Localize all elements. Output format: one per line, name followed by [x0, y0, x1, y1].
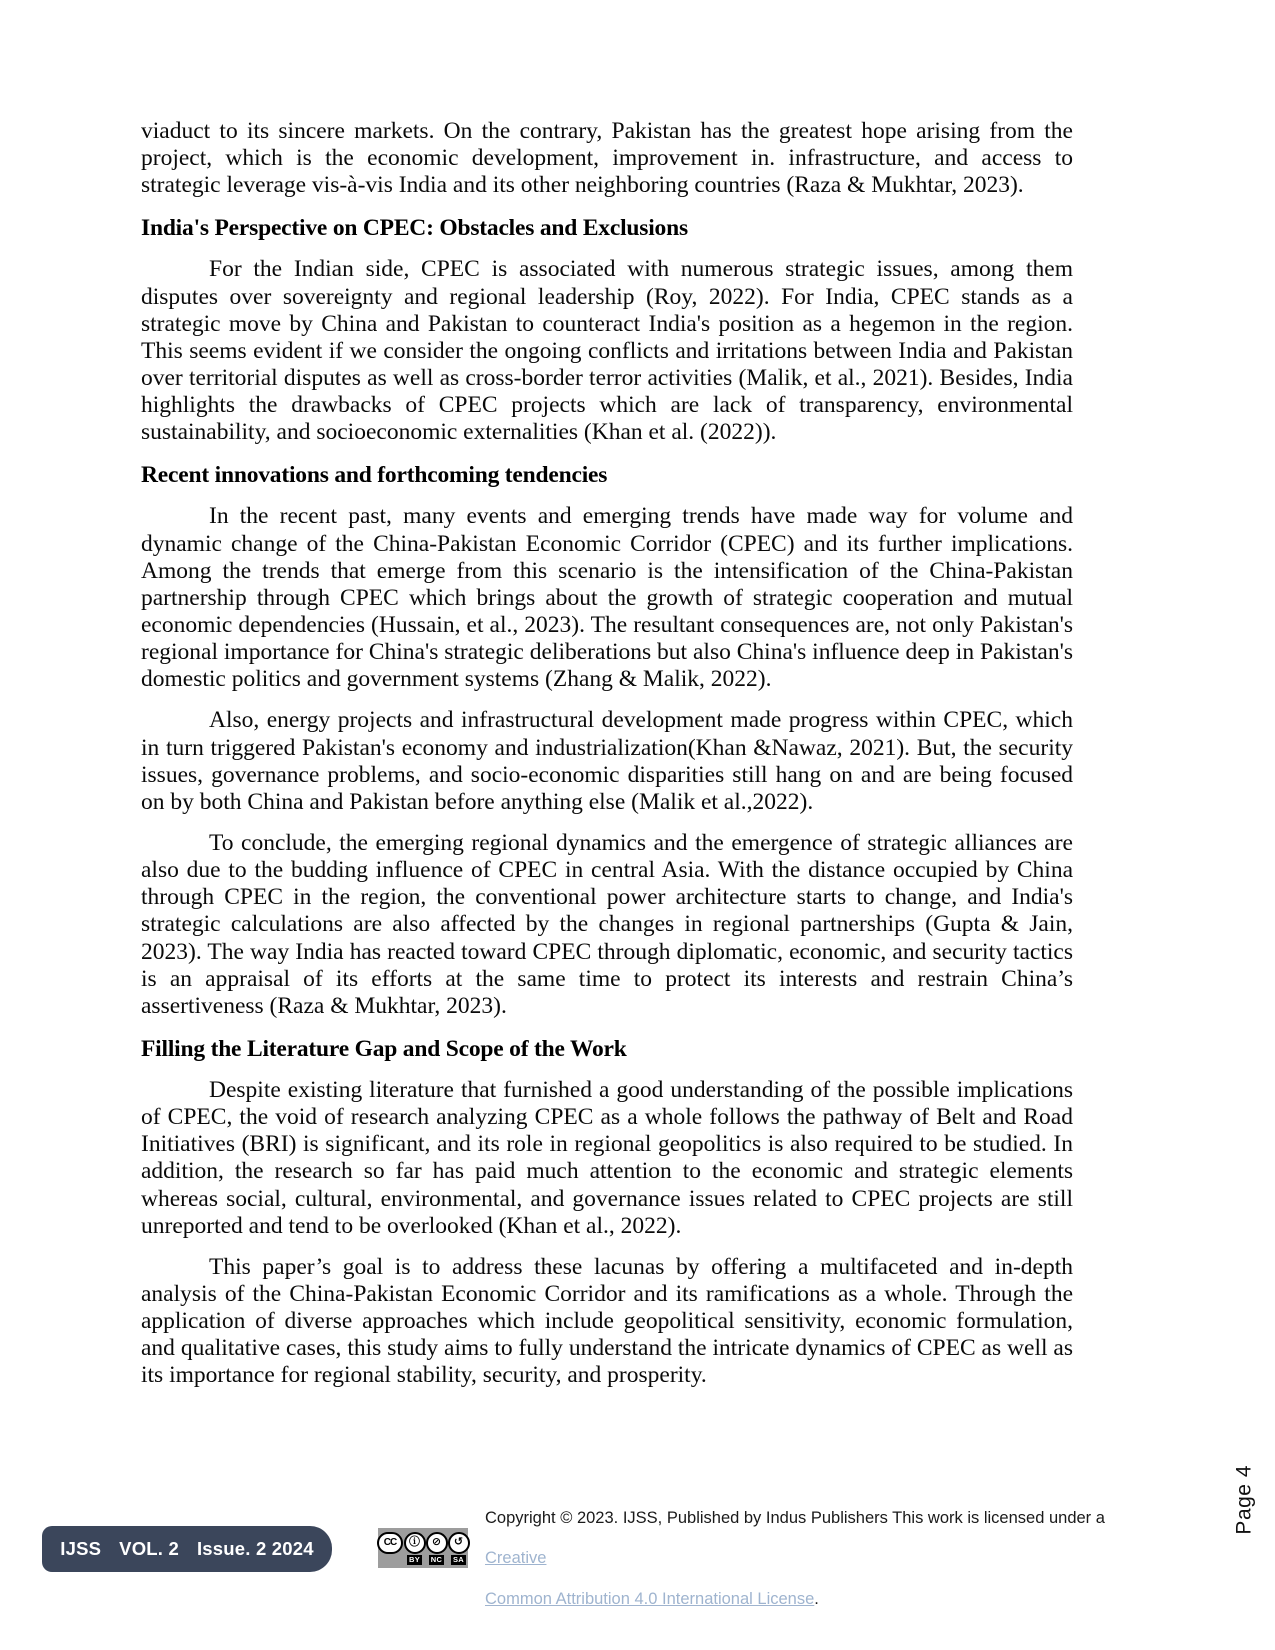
cc-sa-icon: ↺ — [448, 1532, 470, 1554]
paragraph-viaduct: viaduct to its sincere markets. On the contrary, Pakistan has the greatest hope arising from the project, which is the economic development, improvement in. infrastructure, and access to strategic leverage vis-à-vis India and its other neighboring countries (Raza & Mukhtar, 2023). — [141, 118, 1073, 199]
creative-commons-link-part1[interactable]: Creative — [485, 1549, 547, 1568]
issue-badge — [42, 1526, 332, 1572]
cc-icon: CC — [377, 1532, 403, 1554]
cc-label-nc: NC — [430, 1554, 443, 1564]
copyright-text: Copyright © 2023. IJSS, Published by Indus Publishers This work is licensed under a — [485, 1509, 1105, 1527]
paragraph-this-paper-goal: This paper’s goal is to address these lacunas by offering a multifaceted and in-depth analysis of the China-Pakistan Economic Corridor and its ramifications as a whole. Through the application of diverse approaches which include geopolitical sensitivity, economic formulation, and qualitative cases, this study aims to fully understand the intricate dynamics of CPEC as well as its importance for regional stability, security, and prosperity. — [141, 1253, 1073, 1389]
cc-label-sa: SA — [452, 1554, 465, 1564]
issue-badge-journal: IJSS — [60, 1538, 102, 1559]
cc-cell-nc — [426, 1532, 447, 1565]
issue-badge-issue: Issue. 2 2024 — [196, 1538, 314, 1559]
cc-cell-cc — [377, 1532, 403, 1555]
cc-nc-icon: ⊘ — [426, 1532, 448, 1554]
cc-label-by: BY — [408, 1554, 421, 1564]
paragraph-to-conclude: To conclude, the emerging regional dynamics and the emergence of strategic alliances are also due to the budding influence of CPEC in central Asia. With the distance occupied by China through CPEC in the region, the conventional power architecture starts to change, and India's strategic calculations are also affected by the changes in regional partnerships (Gupta & Jain, 2023). The way India has reacted toward CPEC through diplomatic, economic, and security tactics is an appraisal of its efforts at the same time to protect its interests and restrain China’s assertiveness (Raza & Mukhtar, 2023). — [141, 829, 1073, 1019]
paragraph-indian-side: For the Indian side, CPEC is associated with numerous strategic issues, among them disputes over sovereignty and regional leadership (Roy, 2022). For India, CPEC stands as a strategic move by China and Pakistan to counteract India's position as a hegemon in the region. This seems evident if we consider the ongoing conflicts and irritations between India and Pakistan over territorial disputes as well as cross-border terror activities (Malik, et al., 2021). Besides, India highlights the drawbacks of CPEC projects which are lack of transparency, environmental sustainability, and socioeconomic externalities (Khan et al. (2022)). — [141, 256, 1073, 446]
paragraph-energy-projects: Also, energy projects and infrastructural development made progress within CPEC, which in turn triggered Pakistan's economy and industrialization(Khan &Nawaz, 2021). But, the security issues, governance problems, and socio-economic disparities still hang on and are being focused on by both China and Pakistan before anything else (Malik et al.,2022). — [141, 707, 1073, 815]
creative-commons-by-nc-sa-icon — [378, 1528, 468, 1568]
document-body — [141, 118, 1073, 1390]
heading-recent-innovations: Recent innovations and forthcoming tendencies — [141, 462, 608, 489]
creative-commons-link-part2[interactable]: Common Attribution 4.0 International License — [485, 1589, 815, 1608]
copyright-period: . — [814, 1589, 819, 1608]
copyright-notice — [485, 1498, 1125, 1619]
page-number: Page 4 — [1233, 1465, 1256, 1535]
issue-badge-volume: VOL. 2 — [119, 1538, 179, 1559]
cc-cell-by — [404, 1532, 425, 1565]
cc-cell-sa — [448, 1532, 469, 1565]
cc-by-icon: ⓘ — [404, 1532, 426, 1554]
paragraph-recent-past: In the recent past, many events and emerging trends have made way for volume and dynamic change of the China-Pakistan Economic Corridor (CPEC) and its further implications. Among the trends that emerge from this scenario is the intensification of the China-Pakistan partnership through CPEC which brings about the growth of strategic cooperation and mutual economic dependencies (Hussain, et al., 2023). The resultant consequences are, not only Pakistan's regional importance for China's strategic deliberations but also China's influence deep in Pakistan's domestic politics and government systems (Zhang & Malik, 2022). — [141, 503, 1073, 693]
heading-filling-literature-gap: Filling the Literature Gap and Scope of the Work — [141, 1035, 627, 1062]
paragraph-despite-existing: Despite existing literature that furnished a good understanding of the possible implications of CPEC, the void of research analyzing CPEC as a whole follows the pathway of Belt and Road Initiatives (BRI) is significant, and its role in regional geopolitics is also required to be studied. In addition, the research so far has paid much attention to the economic and strategic elements whereas social, cultural, environmental, and governance issues related to CPEC projects are still unreported and tend to be overlooked (Khan et al., 2022). — [141, 1076, 1073, 1239]
heading-india-perspective: India's Perspective on CPEC: Obstacles and Exclusions — [141, 215, 688, 242]
